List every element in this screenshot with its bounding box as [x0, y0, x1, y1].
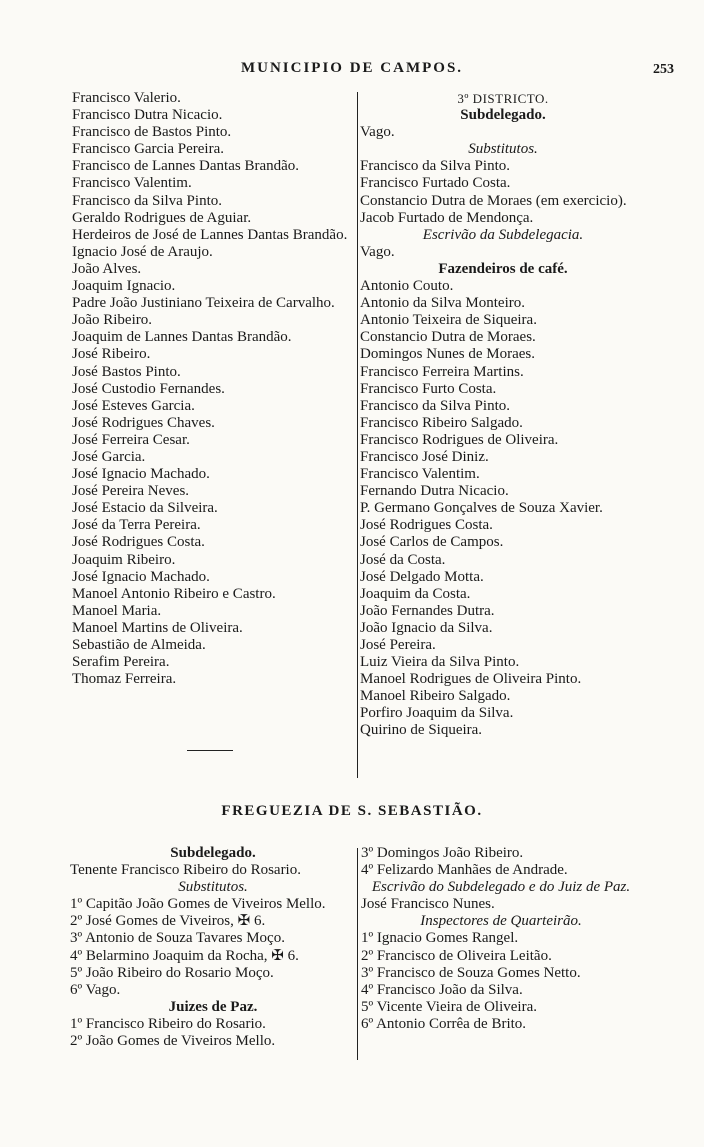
list-item: Francisco Valerio. [72, 90, 181, 106]
list-item: Manoel Martins de Oliveira. [72, 619, 243, 636]
bottom-escrivao-name: José Francisco Nunes. [361, 896, 495, 913]
substituto-item: 2º José Gomes de Viveiros, ✠ 6. [70, 913, 266, 930]
list-item: Herdeiros de José de Lannes Dantas Brandão. [72, 226, 348, 243]
fazendeiro-item: Manoel Rodrigues de Oliveira Pinto. [360, 671, 582, 688]
list-item: José Rodrigues Costa. [72, 534, 205, 551]
fazendeiro-item: Joaquim da Costa. [360, 585, 471, 602]
list-item: José Ignacio Machado. [72, 568, 210, 585]
bottom-right-list [361, 845, 641, 1033]
inspector-item: 2º Francisco de Oliveira Leitão. [361, 947, 552, 964]
list-item: José Ignacio Machado. [72, 466, 210, 483]
bottom-subdelegado-name: Tenente Francisco Ribeiro do Rosario. [70, 862, 301, 879]
fazendeiro-item: Manoel Ribeiro Salgado. [360, 688, 511, 705]
list-item: Joaquim de Lannes Dantas Brandão. [72, 329, 292, 346]
list-item: Padre João Justiniano Teixeira de Carvalho. [72, 295, 335, 312]
list-item: José Ribeiro. [72, 346, 151, 363]
fazendeiros-heading: Fazendeiros de café. [438, 260, 568, 277]
list-item: Thomaz Ferreira. [72, 671, 177, 688]
juiz-item: 1º Francisco Ribeiro do Rosario. [70, 1015, 266, 1032]
list-item: José Ferreira Cesar. [72, 431, 190, 448]
list-item: Serafim Pereira. [72, 654, 170, 671]
bottom-left-list [70, 845, 356, 1050]
fazendeiro-item: Fernando Dutra Nicacio. [360, 483, 509, 500]
fazendeiro-item: Francisco Valentim. [360, 466, 480, 483]
list-item: Francisco Garcia Pereira. [72, 141, 225, 158]
list-item: José Esteves Garcia. [72, 397, 195, 414]
fazendeiro-item: Francisco Ferreira Martins. [360, 363, 524, 380]
list-item: Joaquim Ribeiro. [72, 551, 176, 568]
fazendeiro-item: Francisco Ribeiro Salgado. [360, 414, 523, 431]
list-item: José da Terra Pereira. [72, 517, 201, 534]
list-item: Manoel Antonio Ribeiro e Castro. [72, 585, 276, 602]
list-item: João Alves. [72, 260, 142, 277]
fazendeiro-item: Quirino de Siqueira. [360, 722, 483, 739]
list-item: Francisco da Silva Pinto. [72, 192, 222, 209]
list-item: Francisco Dutra Nicacio. [72, 107, 223, 124]
fazendeiro-item: Luiz Vieira da Silva Pinto. [360, 654, 520, 671]
list-item: José Garcia. [72, 448, 146, 465]
juiz-item: 3º Domingos João Ribeiro. [361, 845, 524, 861]
juizes-heading: Juizes de Paz. [168, 998, 258, 1015]
end-of-list-rule [187, 750, 233, 751]
fazendeiro-item: Domingos Nunes de Moraes. [360, 346, 535, 363]
inspector-item: 6º Antonio Corrêa de Brito. [361, 1015, 527, 1032]
substitutos-heading: Substitutos. [468, 141, 538, 158]
inspectores-heading: Inspectores de Quarteirão. [420, 913, 582, 930]
list-item: José Bastos Pinto. [72, 363, 181, 380]
bottom-column-divider [357, 848, 358, 1060]
bottom-substitutos-heading: Substitutos. [178, 879, 248, 896]
fazendeiro-item: José Rodrigues Costa. [360, 517, 493, 534]
fazendeiro-item: P. Germano Gonçalves de Souza Xavier. [360, 500, 603, 517]
substituto-item: 5º João Ribeiro do Rosario Moço. [70, 964, 274, 981]
fazendeiro-item: Francisco Rodrigues de Oliveira. [360, 431, 559, 448]
fazendeiro-item: Antonio da Silva Monteiro. [360, 295, 525, 312]
subdelegado-name: Vago. [360, 124, 395, 141]
fazendeiro-item: José Delgado Motta. [360, 568, 484, 585]
list-item: Sebastião de Almeida. [72, 637, 206, 653]
bottom-escrivao-heading: Escrivão do Subdelegado e do Juiz de Paz. [371, 879, 631, 896]
list-item: João Ribeiro. [72, 312, 152, 329]
substituto-item: 1º Capitão João Gomes de Viveiros Mello. [70, 896, 326, 913]
substituto-item: 4º Belarmino Joaquim da Rocha, ✠ 6. [70, 947, 299, 964]
list-item: Geraldo Rodrigues de Aguiar. [72, 209, 252, 226]
freguezia-title: FREGUEZIA DE S. SEBASTIÃO. [221, 803, 483, 819]
fazendeiro-item: Francisco da Silva Pinto. [360, 397, 510, 414]
district-heading: 3º DISTRICTO. [457, 91, 549, 106]
bottom-subdelegado-heading: Subdelegado. [170, 845, 256, 861]
substituto-item: Jacob Furtado de Mendonça. [360, 209, 534, 226]
list-item: Manoel Maria. [72, 602, 162, 619]
juiz-item: 4º Felizardo Manhães de Andrade. [361, 862, 568, 879]
subdelegado-heading: Subdelegado. [460, 107, 546, 124]
fazendeiro-item: Francisco Furto Costa. [360, 380, 497, 397]
fazendeiro-item: Porfiro Joaquim da Silva. [360, 705, 514, 722]
top-column-divider [357, 92, 358, 778]
substituto-item: Constancio Dutra de Moraes (em exercicio). [360, 192, 627, 209]
substituto-item: Francisco Furtado Costa. [360, 175, 511, 192]
substituto-item: Francisco da Silva Pinto. [360, 158, 510, 175]
escrivao-heading: Escrivão da Subdelegacia. [422, 226, 584, 243]
list-item: José Rodrigues Chaves. [72, 414, 215, 431]
top-left-list [72, 90, 356, 688]
fazendeiro-item: José Carlos de Campos. [360, 534, 504, 551]
substituto-item: 6º Vago. [70, 981, 121, 998]
fazendeiro-item: Francisco José Diniz. [360, 448, 489, 465]
fazendeiro-item: José Pereira. [360, 637, 436, 653]
list-item: Francisco Valentim. [72, 175, 192, 192]
inspector-item: 5º Vicente Vieira de Oliveira. [361, 998, 537, 1015]
list-item: Joaquim Ignacio. [72, 278, 176, 295]
list-item: José Pereira Neves. [72, 483, 190, 500]
fazendeiro-item: João Ignacio da Silva. [360, 619, 493, 636]
inspector-item: 1º Ignacio Gomes Rangel. [361, 930, 519, 947]
fazendeiro-item: Antonio Couto. [360, 278, 454, 295]
page-header-title: MUNICIPIO DE CAMPOS. [240, 60, 464, 76]
fazendeiro-item: Antonio Teixeira de Siqueira. [360, 312, 537, 329]
page-number: 253 [653, 62, 674, 77]
list-item: Ignacio José de Araujo. [72, 243, 213, 260]
inspector-item: 4º Francisco João da Silva. [361, 981, 523, 998]
juiz-item: 2º João Gomes de Viveiros Mello. [70, 1033, 276, 1050]
top-right-list [360, 90, 646, 740]
list-item: Francisco de Lannes Dantas Brandão. [72, 158, 300, 175]
fazendeiro-item: Constancio Dutra de Moraes. [360, 329, 536, 346]
substituto-item: 3º Antonio de Souza Tavares Moço. [70, 930, 285, 947]
fazendeiro-item: José da Costa. [360, 551, 446, 568]
escrivao-name: Vago. [360, 243, 395, 260]
inspector-item: 3º Francisco de Souza Gomes Netto. [361, 964, 581, 981]
list-item: José Estacio da Silveira. [72, 500, 218, 517]
list-item: Francisco de Bastos Pinto. [72, 124, 232, 141]
list-item: José Custodio Fernandes. [72, 380, 225, 397]
fazendeiro-item: João Fernandes Dutra. [360, 602, 495, 619]
